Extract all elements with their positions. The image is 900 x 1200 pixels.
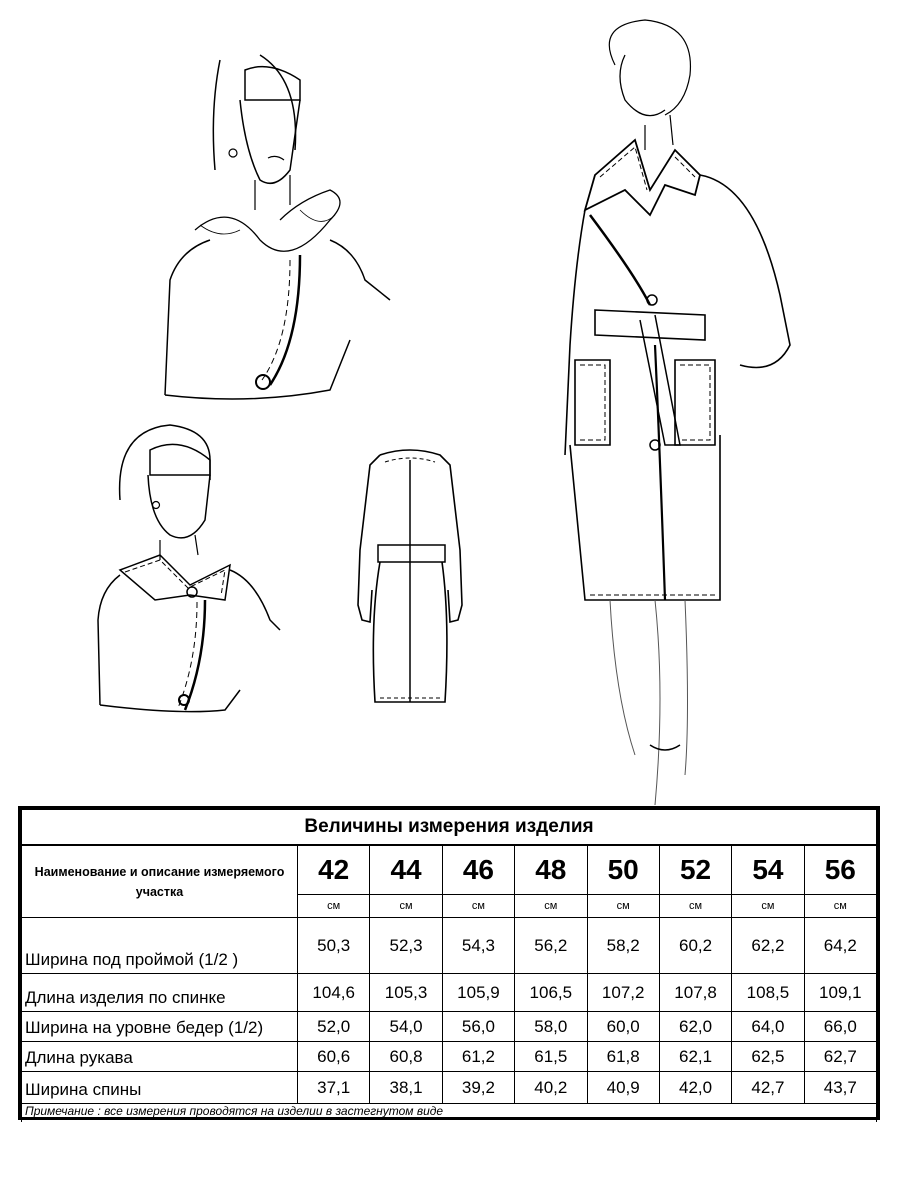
table-cell: 37,1 bbox=[298, 1072, 370, 1104]
size-header: 54 bbox=[732, 845, 804, 895]
table-row bbox=[22, 918, 877, 974]
unit-label: см bbox=[298, 895, 370, 918]
table-cell: 106,5 bbox=[515, 974, 587, 1012]
table-cell: 42,7 bbox=[732, 1072, 804, 1104]
row-label: Ширина на уровне бедер (1/2) bbox=[22, 1012, 298, 1042]
row-label: Ширина спины bbox=[22, 1072, 298, 1104]
table-cell: 62,1 bbox=[659, 1042, 731, 1072]
unit-label: см bbox=[804, 895, 876, 918]
sketch-fur-collar-bust bbox=[150, 40, 400, 400]
unit-label: см bbox=[587, 895, 659, 918]
table-cell: 56,0 bbox=[442, 1012, 514, 1042]
table-cell: 50,3 bbox=[298, 918, 370, 974]
measurements-table bbox=[18, 806, 880, 1120]
table-cell: 62,5 bbox=[732, 1042, 804, 1072]
table-cell: 104,6 bbox=[298, 974, 370, 1012]
size-header: 52 bbox=[659, 845, 731, 895]
sketch-coat-back-view bbox=[350, 440, 480, 710]
table-cell: 60,2 bbox=[659, 918, 731, 974]
table-cell: 60,6 bbox=[298, 1042, 370, 1072]
table-cell: 54,3 bbox=[442, 918, 514, 974]
sketch-coat-front-figure bbox=[555, 15, 805, 810]
table-cell: 58,2 bbox=[587, 918, 659, 974]
table-cell: 61,5 bbox=[515, 1042, 587, 1072]
row-label: Ширина под проймой (1/2 ) bbox=[22, 918, 298, 974]
sketch-classic-collar-bust bbox=[80, 420, 290, 720]
table-cell: 40,2 bbox=[515, 1072, 587, 1104]
table-cell: 62,7 bbox=[804, 1042, 876, 1072]
table-note: Примечание : все измерения проводятся на изделии в застегнутом виде bbox=[22, 1104, 877, 1123]
table-cell: 38,1 bbox=[370, 1072, 442, 1104]
table-cell: 108,5 bbox=[732, 974, 804, 1012]
table-cell: 60,0 bbox=[587, 1012, 659, 1042]
table-cell: 61,8 bbox=[587, 1042, 659, 1072]
table-cell: 54,0 bbox=[370, 1012, 442, 1042]
table-cell: 52,0 bbox=[298, 1012, 370, 1042]
unit-label: см bbox=[732, 895, 804, 918]
unit-label: см bbox=[515, 895, 587, 918]
table-cell: 66,0 bbox=[804, 1012, 876, 1042]
table-cell: 105,3 bbox=[370, 974, 442, 1012]
unit-label: см bbox=[370, 895, 442, 918]
table-cell: 107,2 bbox=[587, 974, 659, 1012]
table-cell: 40,9 bbox=[587, 1072, 659, 1104]
table-row bbox=[22, 1042, 877, 1072]
table-cell: 62,0 bbox=[659, 1012, 731, 1042]
table-cell: 107,8 bbox=[659, 974, 731, 1012]
unit-label: см bbox=[442, 895, 514, 918]
table-cell: 52,3 bbox=[370, 918, 442, 974]
table-cell: 61,2 bbox=[442, 1042, 514, 1072]
table-cell: 105,9 bbox=[442, 974, 514, 1012]
row-label: Длина рукава bbox=[22, 1042, 298, 1072]
table-title: Величины измерения изделия bbox=[22, 810, 877, 846]
table-cell: 43,7 bbox=[804, 1072, 876, 1104]
table-cell: 39,2 bbox=[442, 1072, 514, 1104]
size-header: 56 bbox=[804, 845, 876, 895]
desc-column-header: Наименование и описание измеряемого участка bbox=[22, 845, 298, 918]
table-cell: 60,8 bbox=[370, 1042, 442, 1072]
table-cell: 62,2 bbox=[732, 918, 804, 974]
table-row bbox=[22, 1012, 877, 1042]
table-row bbox=[22, 974, 877, 1012]
row-label: Длина изделия по спинке bbox=[22, 974, 298, 1012]
table-cell: 58,0 bbox=[515, 1012, 587, 1042]
table-cell: 42,0 bbox=[659, 1072, 731, 1104]
table-cell: 56,2 bbox=[515, 918, 587, 974]
size-header: 42 bbox=[298, 845, 370, 895]
size-header: 48 bbox=[515, 845, 587, 895]
table-cell: 109,1 bbox=[804, 974, 876, 1012]
unit-label: см bbox=[659, 895, 731, 918]
size-header: 46 bbox=[442, 845, 514, 895]
table-cell: 64,0 bbox=[732, 1012, 804, 1042]
table-row bbox=[22, 1072, 877, 1104]
size-header: 50 bbox=[587, 845, 659, 895]
size-header: 44 bbox=[370, 845, 442, 895]
table-cell: 64,2 bbox=[804, 918, 876, 974]
